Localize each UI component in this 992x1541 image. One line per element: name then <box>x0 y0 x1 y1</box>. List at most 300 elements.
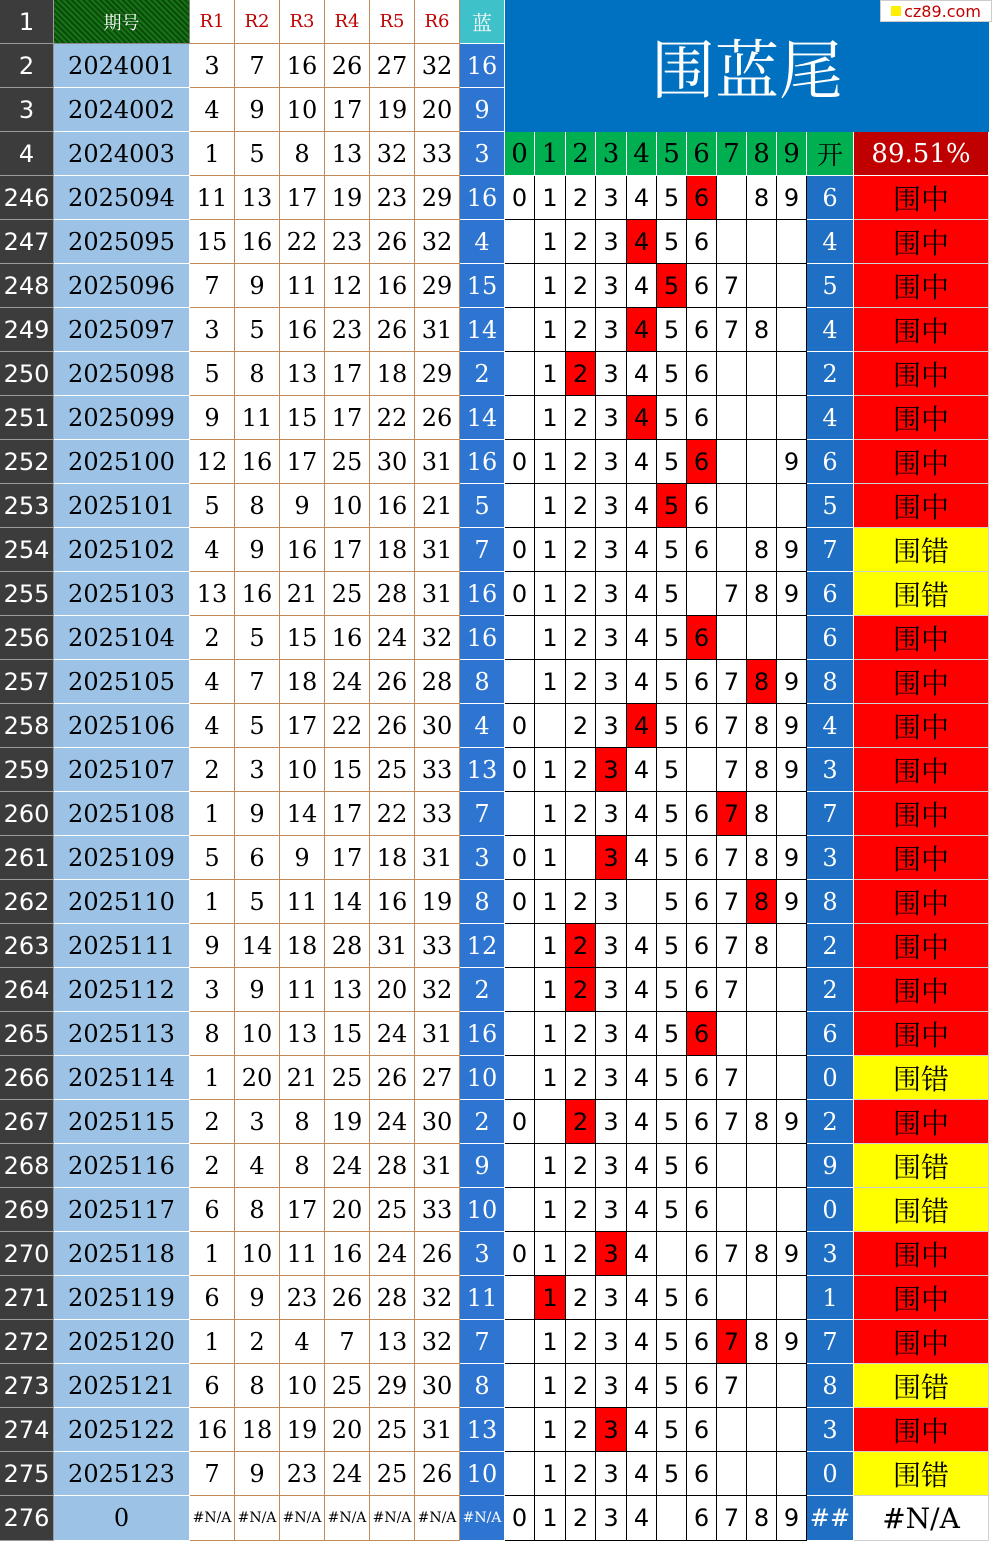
red-ball-cell[interactable]: 8 <box>235 484 280 528</box>
red-ball-cell[interactable]: 26 <box>370 1056 415 1100</box>
digit-cell[interactable]: 5 <box>657 1320 687 1364</box>
digit-cell[interactable] <box>717 616 747 660</box>
period-cell[interactable]: 2025099 <box>54 396 190 440</box>
blue-tail-cell[interactable]: 2 <box>807 924 854 968</box>
digit-cell[interactable]: 8 <box>747 924 777 968</box>
digit-cell[interactable]: 9 <box>777 1232 807 1276</box>
digit-cell[interactable] <box>505 1188 535 1232</box>
digit-cell[interactable] <box>747 1452 777 1496</box>
period-cell[interactable]: 2025118 <box>54 1232 190 1276</box>
hit-rate[interactable]: 89.51% <box>854 132 989 176</box>
red-ball-cell[interactable]: 11 <box>280 1232 325 1276</box>
blue-tail-cell[interactable]: 5 <box>807 264 854 308</box>
digit-cell[interactable]: 1 <box>535 968 566 1012</box>
digit-cell[interactable]: 3 <box>596 1144 627 1188</box>
digit-cell[interactable]: 1 <box>535 616 566 660</box>
digit-cell[interactable]: 4 <box>627 616 657 660</box>
row-number[interactable]: 260 <box>0 792 54 836</box>
red-ball-cell[interactable]: 21 <box>280 1056 325 1100</box>
red-ball-cell[interactable]: 23 <box>280 1276 325 1320</box>
digit-cell[interactable]: 5 <box>657 352 687 396</box>
digit-cell[interactable]: 0 <box>505 528 535 572</box>
digit-cell[interactable]: 4 <box>627 1144 657 1188</box>
digit-cell[interactable]: 4 <box>627 1276 657 1320</box>
blue-ball-cell[interactable]: 8 <box>460 880 505 924</box>
digit-header-5[interactable]: 5 <box>657 132 687 176</box>
digit-cell[interactable]: 8 <box>747 528 777 572</box>
digit-cell[interactable]: 1 <box>535 748 566 792</box>
red-ball-cell[interactable]: 26 <box>370 308 415 352</box>
digit-cell[interactable]: 1 <box>535 308 566 352</box>
red-ball-cell[interactable]: 25 <box>370 1452 415 1496</box>
digit-cell[interactable]: 2 <box>566 616 596 660</box>
digit-cell[interactable]: 1 <box>535 1012 566 1056</box>
red-ball-cell[interactable]: 20 <box>325 1188 370 1232</box>
red-ball-cell[interactable]: 4 <box>190 528 235 572</box>
digit-cell[interactable]: 4 <box>627 836 657 880</box>
digit-cell[interactable] <box>717 1188 747 1232</box>
red-ball-cell[interactable]: 25 <box>325 572 370 616</box>
digit-cell[interactable]: 2 <box>566 396 596 440</box>
digit-cell[interactable]: 9 <box>777 440 807 484</box>
red-ball-cell[interactable]: 9 <box>190 396 235 440</box>
digit-cell[interactable]: 5 <box>657 572 687 616</box>
red-ball-cell[interactable]: 19 <box>325 1100 370 1144</box>
result-hit[interactable]: 围中 <box>854 616 989 660</box>
digit-cell[interactable] <box>505 924 535 968</box>
red-ball-cell[interactable]: 24 <box>370 1100 415 1144</box>
digit-cell[interactable]: 3 <box>596 528 627 572</box>
red-ball-cell[interactable]: 26 <box>370 704 415 748</box>
blue-ball-cell[interactable]: 13 <box>460 1408 505 1452</box>
digit-cell[interactable]: 4 <box>627 660 657 704</box>
red-ball-cell[interactable]: 1 <box>190 1056 235 1100</box>
blue-ball-cell[interactable]: 13 <box>460 748 505 792</box>
digit-cell[interactable]: 7 <box>717 1496 747 1541</box>
digit-cell[interactable]: 1 <box>535 1144 566 1188</box>
red-ball-cell[interactable]: 8 <box>235 352 280 396</box>
red-ball-cell[interactable]: 17 <box>280 176 325 220</box>
digit-cell[interactable]: 6 <box>687 1100 717 1144</box>
blue-tail-cell[interactable]: 0 <box>807 1188 854 1232</box>
row-number[interactable]: 269 <box>0 1188 54 1232</box>
digit-cell[interactable]: 6 <box>687 1408 717 1452</box>
row-number[interactable]: 274 <box>0 1408 54 1452</box>
digit-cell[interactable]: 1 <box>535 1056 566 1100</box>
digit-cell[interactable]: 7 <box>717 308 747 352</box>
period-cell[interactable]: 2025115 <box>54 1100 190 1144</box>
red-ball-cell[interactable]: 26 <box>370 660 415 704</box>
red-ball-cell[interactable]: 23 <box>325 220 370 264</box>
result-hit[interactable]: 围中 <box>854 704 989 748</box>
blue-ball-cell[interactable]: 16 <box>460 1012 505 1056</box>
result-hit[interactable]: 围中 <box>854 308 989 352</box>
red-ball-cell[interactable]: 33 <box>415 924 460 968</box>
row-number[interactable]: 246 <box>0 176 54 220</box>
red-ball-cell[interactable]: 33 <box>415 1188 460 1232</box>
digit-cell[interactable]: 2 <box>566 1408 596 1452</box>
digit-cell-hit[interactable]: 5 <box>657 484 687 528</box>
digit-cell[interactable]: 3 <box>596 352 627 396</box>
digit-cell-hit[interactable]: 3 <box>596 836 627 880</box>
digit-cell[interactable] <box>747 440 777 484</box>
digit-cell[interactable]: 2 <box>566 176 596 220</box>
digit-cell[interactable]: 2 <box>566 880 596 924</box>
red-ball-cell[interactable]: 17 <box>325 836 370 880</box>
digit-cell[interactable] <box>717 220 747 264</box>
digit-cell[interactable] <box>505 220 535 264</box>
digit-cell[interactable]: 3 <box>596 396 627 440</box>
digit-cell[interactable] <box>777 484 807 528</box>
digit-cell[interactable] <box>747 396 777 440</box>
digit-cell[interactable]: 1 <box>535 176 566 220</box>
red-ball-cell[interactable]: 26 <box>415 1452 460 1496</box>
digit-cell[interactable] <box>777 1408 807 1452</box>
red-ball-cell[interactable]: 9 <box>235 264 280 308</box>
digit-cell[interactable] <box>777 792 807 836</box>
digit-cell[interactable]: 2 <box>566 1012 596 1056</box>
blue-tail-cell[interactable]: 6 <box>807 572 854 616</box>
digit-cell[interactable]: 4 <box>627 1012 657 1056</box>
blue-ball-cell[interactable]: 7 <box>460 528 505 572</box>
row-number[interactable]: 248 <box>0 264 54 308</box>
digit-cell[interactable]: 3 <box>596 440 627 484</box>
digit-cell[interactable]: 2 <box>566 1056 596 1100</box>
row-number[interactable]: 4 <box>0 132 54 176</box>
digit-cell[interactable]: 1 <box>535 1452 566 1496</box>
digit-cell[interactable]: 0 <box>505 1232 535 1276</box>
red-ball-cell[interactable]: 5 <box>190 352 235 396</box>
digit-cell[interactable]: 6 <box>687 1232 717 1276</box>
red-ball-cell[interactable]: 15 <box>280 616 325 660</box>
digit-cell[interactable]: 1 <box>535 792 566 836</box>
digit-cell[interactable]: 1 <box>535 572 566 616</box>
digit-cell[interactable]: 4 <box>627 176 657 220</box>
digit-cell[interactable]: 9 <box>777 1496 807 1541</box>
digit-cell-hit[interactable]: 8 <box>747 660 777 704</box>
blue-ball-cell[interactable]: 4 <box>460 704 505 748</box>
red-ball-cell[interactable]: 21 <box>280 572 325 616</box>
red-ball-cell[interactable]: 9 <box>235 792 280 836</box>
red-ball-cell[interactable]: 32 <box>415 1320 460 1364</box>
red-ball-cell[interactable]: 31 <box>415 528 460 572</box>
period-cell[interactable]: 2025112 <box>54 968 190 1012</box>
red-ball-cell[interactable]: 6 <box>190 1188 235 1232</box>
digit-cell[interactable]: 2 <box>566 440 596 484</box>
digit-cell-hit[interactable]: 3 <box>596 1232 627 1276</box>
digit-cell[interactable]: 3 <box>596 1056 627 1100</box>
red-ball-cell[interactable]: 26 <box>415 396 460 440</box>
digit-cell-hit[interactable]: 6 <box>687 1012 717 1056</box>
digit-cell[interactable]: 2 <box>566 1232 596 1276</box>
row-number[interactable]: 1 <box>0 0 54 44</box>
digit-cell-hit[interactable]: 6 <box>687 616 717 660</box>
digit-cell[interactable]: 2 <box>566 264 596 308</box>
blue-ball-cell[interactable]: 12 <box>460 924 505 968</box>
red-ball-cell[interactable]: 16 <box>325 616 370 660</box>
red-ball-cell[interactable]: 8 <box>280 1144 325 1188</box>
red-ball-cell[interactable]: 13 <box>280 352 325 396</box>
red-ball-cell[interactable]: 5 <box>235 880 280 924</box>
red-ball-cell[interactable]: 11 <box>280 880 325 924</box>
blue-tail-cell[interactable]: 8 <box>807 1364 854 1408</box>
result-hit[interactable]: 围中 <box>854 1232 989 1276</box>
red-ball-cell[interactable]: 26 <box>415 1232 460 1276</box>
red-header-4[interactable]: R4 <box>325 0 370 44</box>
digit-cell[interactable]: 4 <box>627 1408 657 1452</box>
digit-cell[interactable] <box>777 1364 807 1408</box>
digit-cell[interactable]: 3 <box>596 704 627 748</box>
red-header-5[interactable]: R5 <box>370 0 415 44</box>
digit-cell[interactable]: 6 <box>687 1056 717 1100</box>
blue-ball-cell[interactable]: 8 <box>460 660 505 704</box>
digit-cell[interactable]: 5 <box>657 1012 687 1056</box>
digit-cell[interactable] <box>747 352 777 396</box>
red-ball-cell[interactable]: 16 <box>325 1232 370 1276</box>
blue-ball-cell[interactable]: 10 <box>460 1056 505 1100</box>
blue-tail-cell[interactable]: 4 <box>807 220 854 264</box>
digit-cell[interactable]: 8 <box>747 1496 777 1541</box>
digit-cell[interactable]: 3 <box>596 1100 627 1144</box>
red-ball-cell[interactable]: 1 <box>190 132 235 176</box>
red-ball-cell[interactable]: 28 <box>370 1144 415 1188</box>
blue-tail-cell[interactable]: 0 <box>807 1452 854 1496</box>
digit-cell[interactable]: 6 <box>687 396 717 440</box>
blue-tail-cell[interactable]: ## <box>807 1496 854 1541</box>
period-cell[interactable]: 2025116 <box>54 1144 190 1188</box>
red-ball-cell[interactable]: 7 <box>190 264 235 308</box>
red-ball-cell[interactable]: #N/A <box>235 1496 280 1541</box>
period-cell[interactable]: 2025106 <box>54 704 190 748</box>
digit-cell-hit[interactable]: 2 <box>566 352 596 396</box>
digit-cell[interactable]: 5 <box>657 1056 687 1100</box>
red-ball-cell[interactable]: 4 <box>190 660 235 704</box>
red-ball-cell[interactable]: #N/A <box>280 1496 325 1541</box>
digit-header-9[interactable]: 9 <box>777 132 807 176</box>
digit-cell[interactable]: 2 <box>566 748 596 792</box>
row-number[interactable]: 256 <box>0 616 54 660</box>
digit-header-3[interactable]: 3 <box>596 132 627 176</box>
blue-ball-cell[interactable]: 15 <box>460 264 505 308</box>
blue-tail-cell[interactable]: 6 <box>807 176 854 220</box>
period-cell[interactable]: 2025119 <box>54 1276 190 1320</box>
digit-header-2[interactable]: 2 <box>566 132 596 176</box>
period-cell[interactable]: 2024002 <box>54 88 190 132</box>
digit-cell[interactable]: 6 <box>687 1144 717 1188</box>
result-hit[interactable]: 围中 <box>854 396 989 440</box>
digit-cell[interactable] <box>777 1188 807 1232</box>
period-cell[interactable]: 0 <box>54 1496 190 1541</box>
digit-cell[interactable]: 2 <box>566 1452 596 1496</box>
digit-cell[interactable]: 1 <box>535 440 566 484</box>
digit-cell[interactable]: 3 <box>596 616 627 660</box>
red-ball-cell[interactable]: 29 <box>415 264 460 308</box>
red-ball-cell[interactable]: 24 <box>325 1144 370 1188</box>
digit-cell[interactable] <box>777 308 807 352</box>
digit-cell[interactable]: 5 <box>657 880 687 924</box>
digit-cell[interactable]: 3 <box>596 1496 627 1541</box>
digit-cell[interactable] <box>777 1012 807 1056</box>
digit-cell[interactable] <box>505 1452 535 1496</box>
red-header-2[interactable]: R2 <box>235 0 280 44</box>
digit-cell[interactable] <box>747 1364 777 1408</box>
digit-cell[interactable]: 0 <box>505 880 535 924</box>
digit-cell[interactable]: 5 <box>657 1144 687 1188</box>
red-ball-cell[interactable]: 33 <box>415 748 460 792</box>
digit-cell[interactable]: 6 <box>687 1452 717 1496</box>
digit-cell[interactable]: 4 <box>627 748 657 792</box>
result-miss[interactable]: 围错 <box>854 572 989 616</box>
blue-ball-cell[interactable]: 7 <box>460 792 505 836</box>
red-ball-cell[interactable]: 22 <box>280 220 325 264</box>
digit-cell[interactable]: 4 <box>627 1232 657 1276</box>
red-ball-cell[interactable]: 11 <box>235 396 280 440</box>
digit-cell[interactable]: 2 <box>566 792 596 836</box>
digit-cell[interactable]: 3 <box>596 484 627 528</box>
period-cell[interactable]: 2025108 <box>54 792 190 836</box>
blue-ball-cell[interactable]: 9 <box>460 88 505 132</box>
period-cell[interactable]: 2025117 <box>54 1188 190 1232</box>
red-ball-cell[interactable]: 31 <box>415 440 460 484</box>
red-ball-cell[interactable]: 19 <box>415 880 460 924</box>
blue-ball-cell[interactable]: 16 <box>460 616 505 660</box>
result-hit[interactable]: 围中 <box>854 264 989 308</box>
red-ball-cell[interactable]: 10 <box>280 748 325 792</box>
digit-cell[interactable]: 7 <box>717 704 747 748</box>
result-hit[interactable]: 围中 <box>854 1408 989 1452</box>
kai-header[interactable]: 开 <box>807 132 854 176</box>
digit-cell[interactable]: 2 <box>566 220 596 264</box>
digit-cell-hit[interactable]: 5 <box>657 264 687 308</box>
digit-cell[interactable] <box>777 1276 807 1320</box>
row-number[interactable]: 257 <box>0 660 54 704</box>
digit-cell[interactable] <box>535 1100 566 1144</box>
red-ball-cell[interactable]: 5 <box>190 836 235 880</box>
row-number[interactable]: 272 <box>0 1320 54 1364</box>
digit-cell[interactable]: 5 <box>657 968 687 1012</box>
period-cell[interactable]: 2025110 <box>54 880 190 924</box>
digit-cell-hit[interactable]: 4 <box>627 308 657 352</box>
blue-tail-cell[interactable]: 3 <box>807 748 854 792</box>
digit-cell[interactable]: 0 <box>505 704 535 748</box>
red-ball-cell[interactable]: 16 <box>280 528 325 572</box>
result-pending[interactable]: #N/A <box>854 1496 989 1541</box>
red-ball-cell[interactable]: 13 <box>325 132 370 176</box>
red-ball-cell[interactable]: 6 <box>235 836 280 880</box>
result-hit[interactable]: 围中 <box>854 924 989 968</box>
red-ball-cell[interactable]: 32 <box>415 220 460 264</box>
blue-ball-cell[interactable]: 3 <box>460 836 505 880</box>
row-number[interactable]: 262 <box>0 880 54 924</box>
red-ball-cell[interactable]: 7 <box>190 1452 235 1496</box>
red-ball-cell[interactable]: 7 <box>325 1320 370 1364</box>
red-ball-cell[interactable]: 3 <box>190 44 235 88</box>
result-hit[interactable]: 围中 <box>854 220 989 264</box>
digit-cell[interactable]: 4 <box>627 572 657 616</box>
red-ball-cell[interactable]: 13 <box>280 1012 325 1056</box>
red-ball-cell[interactable]: 5 <box>235 704 280 748</box>
red-ball-cell[interactable]: 4 <box>280 1320 325 1364</box>
blue-ball-cell[interactable]: 10 <box>460 1452 505 1496</box>
digit-cell[interactable] <box>747 1408 777 1452</box>
digit-cell[interactable]: 4 <box>627 484 657 528</box>
digit-cell[interactable] <box>505 352 535 396</box>
row-number[interactable]: 252 <box>0 440 54 484</box>
red-ball-cell[interactable]: 31 <box>370 924 415 968</box>
red-ball-cell[interactable]: 17 <box>325 352 370 396</box>
digit-cell[interactable] <box>747 220 777 264</box>
digit-cell[interactable]: 3 <box>596 572 627 616</box>
row-number[interactable]: 258 <box>0 704 54 748</box>
red-ball-cell[interactable]: 2 <box>190 616 235 660</box>
digit-cell[interactable] <box>777 352 807 396</box>
red-ball-cell[interactable]: 32 <box>415 44 460 88</box>
red-ball-cell[interactable]: 29 <box>415 352 460 396</box>
row-number[interactable]: 254 <box>0 528 54 572</box>
red-header-3[interactable]: R3 <box>280 0 325 44</box>
red-ball-cell[interactable]: 1 <box>190 1232 235 1276</box>
red-ball-cell[interactable]: 4 <box>190 704 235 748</box>
red-ball-cell[interactable]: 32 <box>415 616 460 660</box>
red-ball-cell[interactable]: 25 <box>370 1408 415 1452</box>
digit-cell[interactable] <box>627 880 657 924</box>
digit-cell[interactable]: 8 <box>747 176 777 220</box>
digit-cell[interactable] <box>717 352 747 396</box>
digit-cell[interactable]: 3 <box>596 1452 627 1496</box>
digit-cell-hit[interactable]: 7 <box>717 1320 747 1364</box>
digit-cell[interactable]: 4 <box>627 1496 657 1541</box>
digit-cell[interactable]: 4 <box>627 1056 657 1100</box>
red-ball-cell[interactable]: 22 <box>370 792 415 836</box>
digit-header-8[interactable]: 8 <box>747 132 777 176</box>
digit-cell[interactable]: 1 <box>535 660 566 704</box>
digit-cell[interactable]: 9 <box>777 748 807 792</box>
red-ball-cell[interactable]: 16 <box>235 572 280 616</box>
period-cell[interactable]: 2025109 <box>54 836 190 880</box>
result-miss[interactable]: 围错 <box>854 1188 989 1232</box>
red-ball-cell[interactable]: 3 <box>235 748 280 792</box>
digit-cell[interactable] <box>747 1188 777 1232</box>
digit-cell[interactable] <box>657 1496 687 1541</box>
blue-ball-cell[interactable]: 9 <box>460 1144 505 1188</box>
digit-cell[interactable]: 6 <box>687 792 717 836</box>
digit-cell[interactable]: 5 <box>657 396 687 440</box>
digit-cell-hit[interactable]: 2 <box>566 924 596 968</box>
red-ball-cell[interactable]: 18 <box>370 352 415 396</box>
red-ball-cell[interactable]: 5 <box>235 308 280 352</box>
red-header-1[interactable]: R1 <box>190 0 235 44</box>
blue-tail-cell[interactable]: 0 <box>807 1056 854 1100</box>
digit-cell[interactable]: 6 <box>687 1496 717 1541</box>
red-ball-cell[interactable]: 31 <box>415 1408 460 1452</box>
digit-cell[interactable]: 1 <box>535 528 566 572</box>
digit-cell[interactable] <box>747 1144 777 1188</box>
red-ball-cell[interactable]: 16 <box>235 220 280 264</box>
red-ball-cell[interactable]: 7 <box>235 660 280 704</box>
digit-cell[interactable]: 9 <box>777 1320 807 1364</box>
digit-cell[interactable]: 0 <box>505 440 535 484</box>
digit-cell[interactable] <box>777 1144 807 1188</box>
result-hit[interactable]: 围中 <box>854 1012 989 1056</box>
digit-cell[interactable]: 1 <box>535 484 566 528</box>
digit-cell[interactable] <box>777 924 807 968</box>
digit-cell[interactable]: 5 <box>657 748 687 792</box>
row-number[interactable]: 251 <box>0 396 54 440</box>
period-cell[interactable]: 2025120 <box>54 1320 190 1364</box>
digit-cell[interactable]: 4 <box>627 352 657 396</box>
digit-cell[interactable]: 3 <box>596 1188 627 1232</box>
digit-cell[interactable] <box>535 704 566 748</box>
